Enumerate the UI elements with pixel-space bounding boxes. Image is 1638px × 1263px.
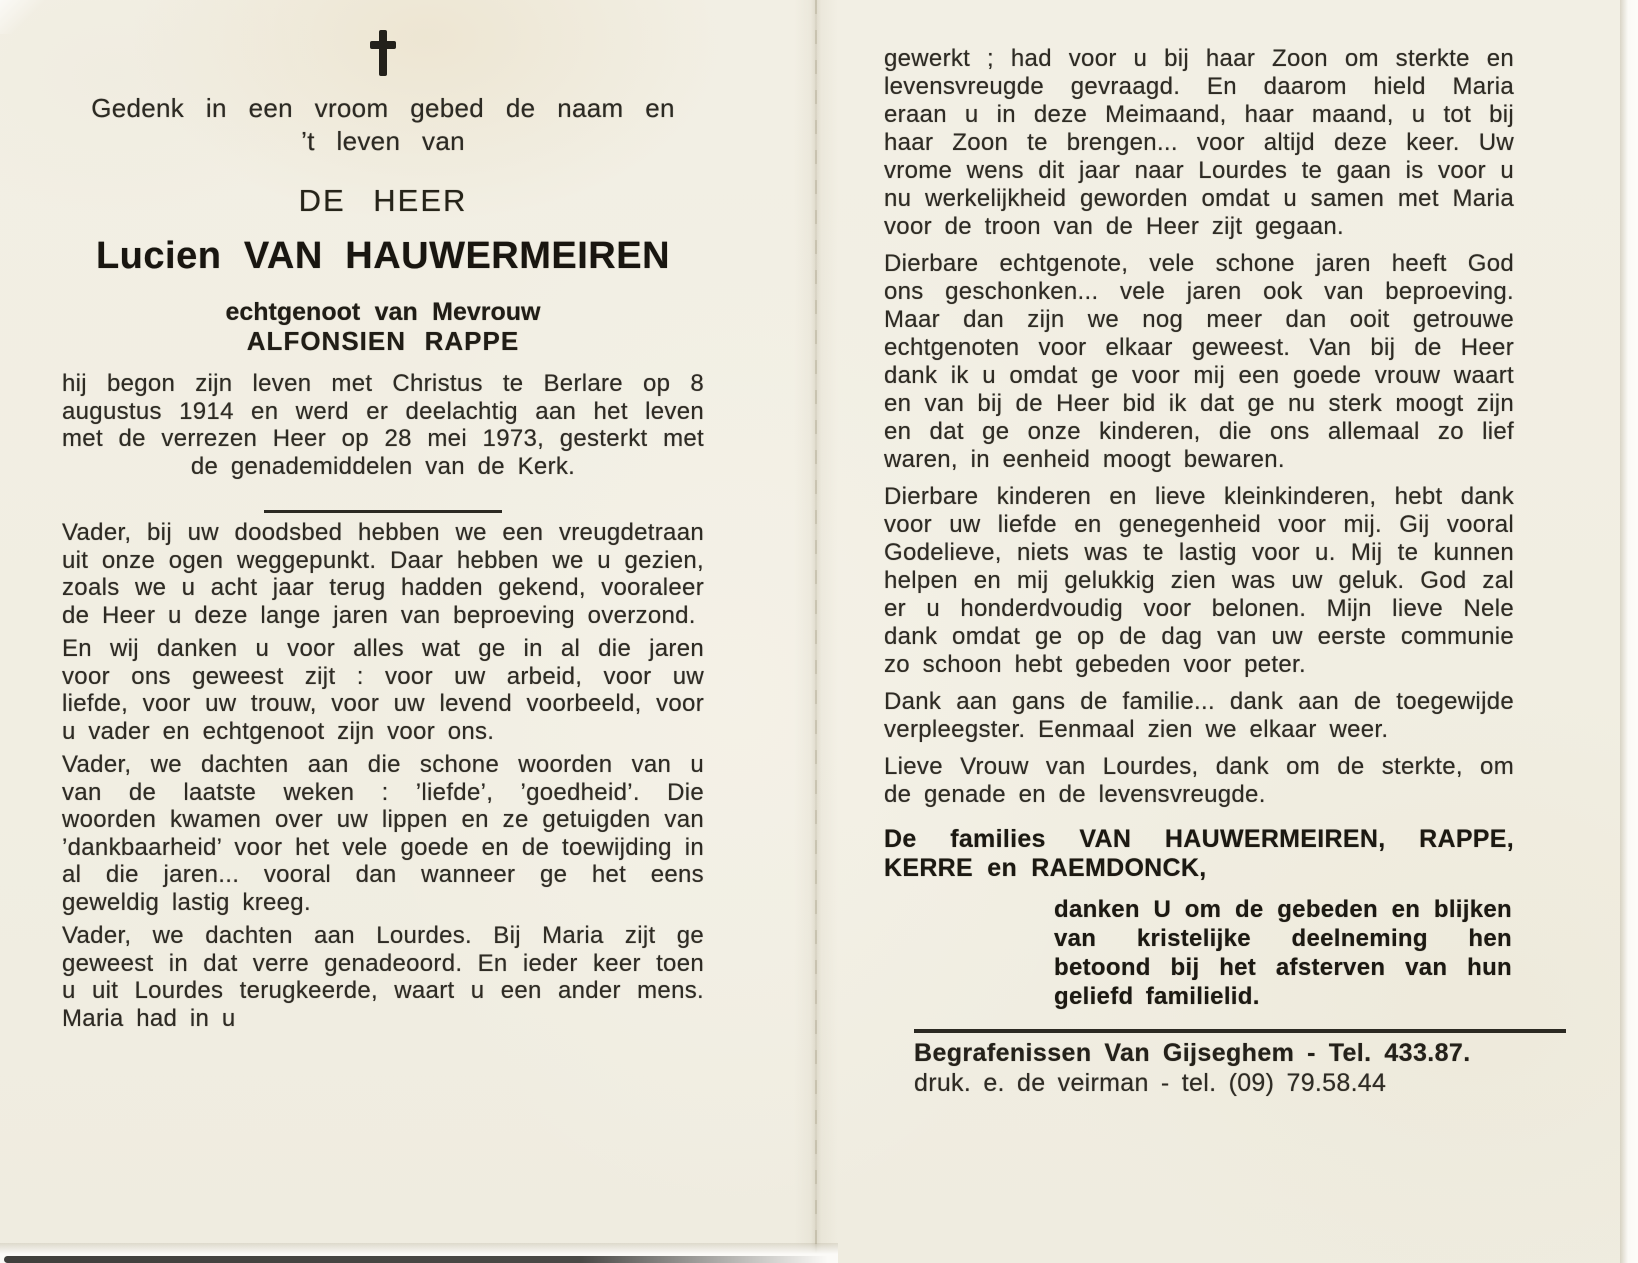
memorial-paragraph: Vader, bij uw doodsbed hebben we een vreugdetraan uit onze ogen weggepunkt. Daar hebben we u gezien, zoals we u acht jaar terug hadden gekend, vooraleer de Heer u deze lange jaren van beproeving overzond. [62, 519, 704, 629]
footer-divider [914, 1029, 1566, 1033]
section-divider [264, 510, 502, 513]
invocation-line-1: Gedenk in een vroom gebed de naam en [91, 93, 675, 123]
scanner-edge-right [1620, 0, 1638, 1263]
card-corner-highlight [0, 0, 44, 34]
honorific: DE HEER [298, 183, 468, 218]
memorial-paragraph: Lieve Vrouw van Lourdes, dank om de sterkte, om de genade en de levensvreugde. [884, 753, 1514, 808]
life-dates-paragraph: hij begon zijn leven met Christus te Berlare op 8 augustus 1914 en werd er deelachtig aan het leven met de verrezen Heer op 28 mei 1973, gesterkt met de genademiddelen van de Kerk. [62, 370, 704, 480]
acknowledgement: danken U om de gebeden en blijken van kristelijke deelneming hen betoond bij het afsterven van hun geliefd familielid. [1054, 896, 1512, 1010]
scanner-edge-bottom [0, 1243, 838, 1263]
families-line: De families VAN HAUWERMEIREN, RAPPE, KERRE en RAEMDONCK, [884, 825, 1514, 882]
latin-cross-icon [370, 30, 396, 76]
deceased-name: Lucien VAN HAUWERMEIREN [95, 235, 671, 277]
cross-vertical-bar [379, 30, 387, 76]
printer-line: druk. e. de veirman - tel. (09) 79.58.44 [914, 1069, 1387, 1097]
memorial-paragraph: Dierbare echtgenote, vele schone jaren heeft God ons geschonken... vele jaren ook van beproeving. Maar dan zijn we nog meer dan ooit getrouwe echtgenoten voor elkaar geweest. Van bij de Heer dank ik u omdat ge voor mij een goede vrouw waart en van bij de Heer bid ik dat ge nu sterk moogt zijn en dat ge onze kinderen, die ons allemaal zo lief waren, in eenheid moogt bewaren. [884, 250, 1514, 473]
imprint-footer [914, 1029, 1566, 1098]
memorial-paragraph: Vader, we dachten aan Lourdes. Bij Maria zijt ge geweest in dat verre genadeoord. En ieder keer toen u uit Lourdes terugkeerde, waart u een ander mens. Maria had in u [62, 922, 704, 1032]
spouse-name: ALFONSIEN RAPPE [246, 326, 520, 356]
spouse-intro: echtgenoot van Mevrouw [225, 298, 541, 326]
fold-crease [794, 0, 838, 1263]
page-left [62, 30, 704, 1032]
memorial-paragraph: Dank aan gans de familie... dank aan de toegewijde verpleegster. Eenmaal zien we elkaar weer. [884, 688, 1514, 743]
memorial-paragraph: gewerkt ; had voor u bij haar Zoon om sterkte en levensvreugde gevraagd. En daarom hield Maria eraan u in deze Meimaand, haar maand, u tot bij haar Zoon te brengen... voor altijd deze keer. Uw vrome wens dit jaar naar Lourdes te gaan is voor u nu werkelijkheid geworden omdat u samen met Maria voor de troon van de Heer zijt gegaan. [884, 45, 1514, 240]
cross-horizontal-bar [370, 41, 396, 49]
page-right [884, 45, 1514, 1098]
invocation-line-2: ’t leven van [301, 126, 465, 156]
memorial-paragraph: En wij danken u voor alles wat ge in al die jaren voor ons geweest zijt : voor uw arbeid, voor uw liefde, voor uw trouw, voor uw levend voorbeeld, voor u vader en echtgenoot zijn voor ons. [62, 635, 704, 745]
memorial-paragraph: Dierbare kinderen en lieve kleinkinderen, hebt dank voor uw liefde en genegenheid voor mij. Gij vooral Godelieve, niets was te lastig voor u. Mij te kunnen helpen en mij gelukkig zien was uw geluk. God zal er u honderdvoudig voor belonen. Mijn lieve Nele dank omdat ge op de dag van uw eerste communie zo schoon hebt gebeden voor peter. [884, 483, 1514, 678]
undertaker-line: Begrafenissen Van Gijseghem - Tel. 433.87. [914, 1039, 1471, 1067]
memorial-paragraph: Vader, we dachten aan die schone woorden van u van de laatste weken : ’liefde’, ’goedheid’. Die woorden kwamen over uw lippen en ze getuigden van ’dankbaarheid’ voor het vele goede en de toewijding in al die jaren... vooral dan wanneer ge het eens geweldig lastig kreeg. [62, 751, 704, 916]
